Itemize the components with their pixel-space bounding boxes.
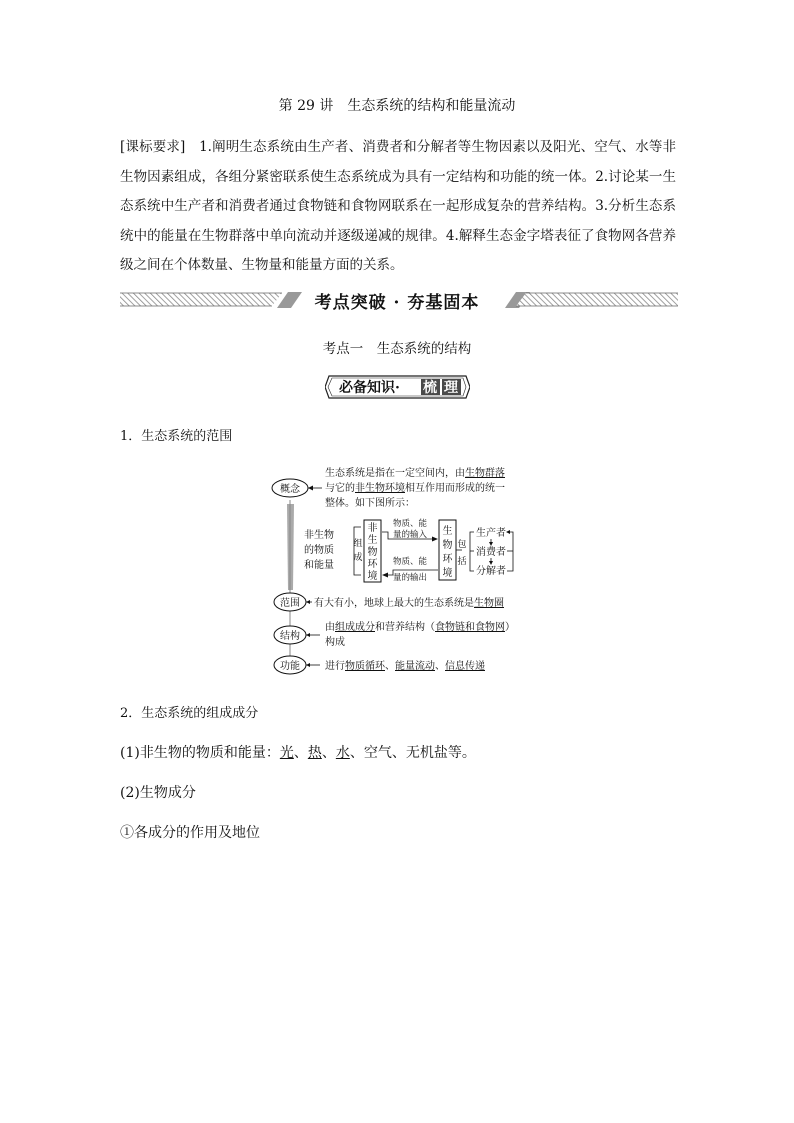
baokuo-2: 括 [457,557,467,567]
decomposer-text: 分解者 [476,566,506,577]
abiotic-box-5: 境 [367,571,378,582]
p1-u1: 光 [279,745,294,761]
function-text-a: 进行 [325,661,345,672]
function-text-u2: 能量流动 [395,661,435,672]
zucheng-1: 组 [353,539,363,549]
svg-text:由组成成分和营养结构（食物链和食物网） [325,620,515,633]
baokuo-1: 包 [457,540,467,550]
abiotic-title-2: 的物质 [304,545,334,556]
concept-text-3: 整体。如下图所示： [325,498,415,509]
svg-text:进行物质循环、能量流动、信息传递 [325,659,485,672]
function-label: 功能 [280,661,300,672]
svg-text:有大有小，地球上最大的生态系统是生物圈 [314,596,504,609]
output-label-1: 物质、能 [392,557,428,567]
p1-s2: 、 [321,745,336,761]
kaodian-title: 考点一 生态系统的结构 [322,341,472,357]
output-label-2: 量的输出 [392,573,428,583]
concept-text-2b: 相互作用而形成的统一 [405,483,505,494]
badge-text-2: 梳 [423,380,437,396]
paragraph-roles: ①各成分的作用及地位 [120,825,260,841]
structure-text-1a: 由 [325,622,335,633]
p1-u3: 水 [335,745,350,761]
biotic-box-1: 生 [442,526,453,537]
structure-text-1u2: 食物链和食物网 [435,622,505,633]
concept-text-1: 生态系统是指在一定空间内，由 [325,468,465,479]
abiotic-box-4: 环 [367,559,378,570]
input-label-1: 物质、能 [392,519,428,529]
zucheng-2: 成 [353,553,363,563]
structure-text-1b: 和营养结构（ [375,622,435,633]
concept-text-1u: 生物群落 [465,468,505,479]
function-text-s2: 、 [435,661,445,672]
knowledge-badge [325,374,470,400]
biotic-box-3: 环 [442,554,453,565]
abiotic-title-3: 和能量 [304,560,334,571]
structure-label: 结构 [280,631,300,642]
section-1-heading: 1．生态系统的范围 [120,429,233,444]
function-text-u3: 信息传递 [445,661,485,672]
concept-label: 概念 [280,484,300,495]
section-banner-title: 考点突破 · 夯基固本 [314,293,480,313]
biotic-box-2: 物 [442,540,453,551]
scope-text-u: 生物圈 [474,598,504,609]
abiotic-title-1: 非生物 [304,530,334,541]
svg-text:与它的非生物环境相互作用而形成的统一 [325,481,505,494]
abiotic-box-3: 物 [367,547,378,558]
section-2-heading: 2．生态系统的组成成分 [120,706,259,721]
paragraph-abiotic [120,742,476,762]
function-text-s1: 、 [385,661,395,672]
concept-text-2u: 非生物环境 [355,483,405,494]
p1-s1: 、 [293,745,308,761]
input-label-2: 量的输入 [392,530,428,540]
p1-text-b: 、空气、无机盐等。 [349,745,476,761]
badge-text-3: 理 [444,380,458,396]
badge-text-1: 必备知识· [339,380,400,396]
producer-text: 生产者 [476,528,506,539]
consumer-text: 消费者 [476,547,506,558]
function-text-u1: 物质循环 [345,661,385,672]
scope-label: 范围 [280,598,300,609]
requirements-text: 1.阐明生态系统由生产者、消费者和分解者等生物因素以及阳光、空气、水等非生物因素组成，各组分紧密联系使生态系统成为具有一定结构和功能的统一体。2.讨论某一生态系统中生产者和消费者通过食物链和食物网联系在一起形成复杂的营养结构。3.分析生态系统中的能量在生物群落中单向流动并逐级递减的规律。4.解释生态金字塔表征了食物网各营养级之间在个体数量、生物量和能量方面的关系。 [120,139,676,273]
structure-text-2: 构成 [325,637,345,648]
structure-text-1u1: 组成成分 [335,622,375,633]
course-requirements [120,133,676,281]
abiotic-box-2: 生 [367,535,378,546]
abiotic-box-1: 非 [367,523,378,534]
p1-u2: 热 [307,745,322,761]
ecosystem-concept-diagram [265,460,540,678]
p1-text-a: (1)非生物的物质和能量： [120,745,280,761]
svg-text:生态系统是指在一定空间内，由生物群落 [325,466,505,479]
paragraph-biotic: (2)生物成分 [120,785,196,801]
biotic-box-4: 境 [442,568,453,579]
scope-text-a: 有大有小，地球上最大的生态系统是 [314,598,474,609]
requirements-label: [课标要求] [120,139,186,155]
concept-text-2a: 与它的 [325,483,355,494]
structure-text-1c: ） [505,622,515,633]
page-title: 第 29 讲 生态系统的结构和能量流动 [278,98,516,114]
